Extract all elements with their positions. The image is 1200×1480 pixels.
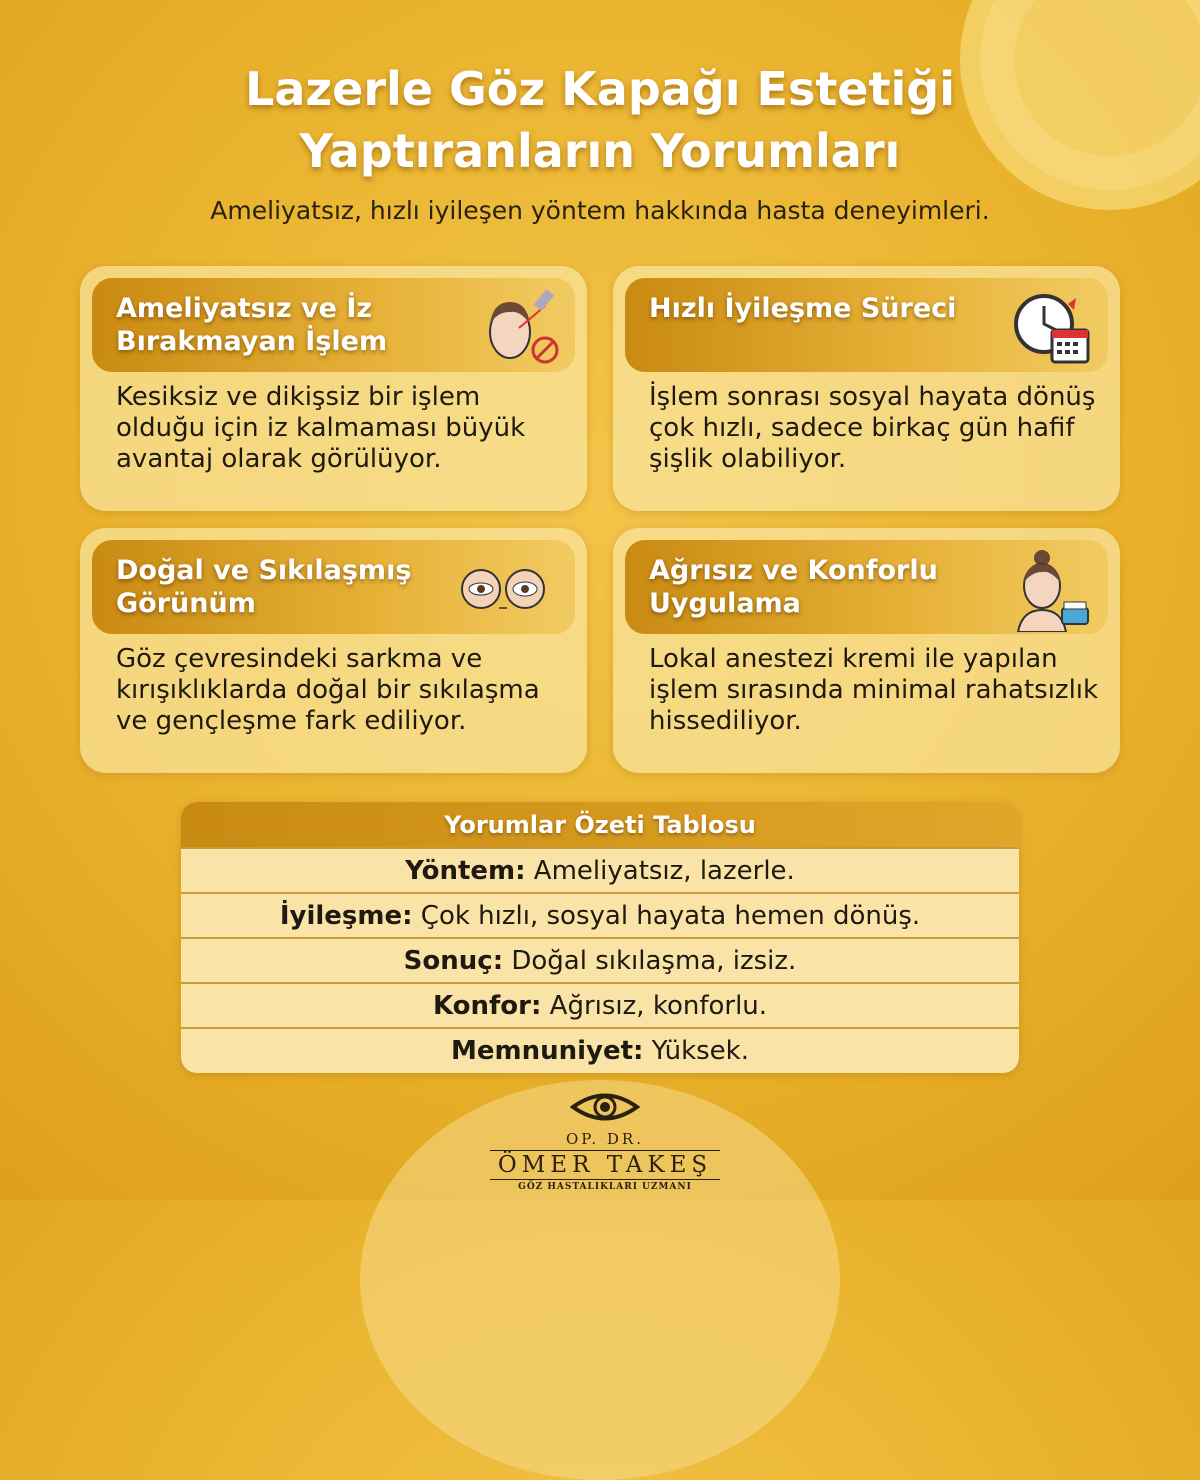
card-fast-recovery [613,266,1120,511]
card-title: Ağrısız ve Konforlu Uygulama [649,555,938,619]
clock-calendar-icon [1008,284,1094,370]
subtitle: Ameliyatsız, hızlı iyileşen yöntem hakkında hasta deneyimleri. [210,196,990,225]
table-cell [181,938,1019,983]
table-cell [181,1028,1019,1073]
table-row [181,893,1019,938]
card-title: Ameliyatsız ve İz Bırakmayan İşlem [116,293,388,357]
title-line-2: Yaptıranların Yorumları [299,124,901,178]
woman-cream-icon [1008,546,1094,632]
row-value: Çok hızlı, sosyal hayata hemen dönüş. [412,900,921,931]
face-laser-icon [475,284,561,370]
row-key: İyileşme: [279,900,413,931]
row-value: Doğal sıkılaşma, izsiz. [503,945,797,976]
row-value: Ameliyatsız, lazerle. [525,855,795,886]
card-body: İşlem sonrası sosyal hayata dönüş çok hızlı, sadece birkaç gün hafif şişlik olabiliyor. [649,382,1096,474]
eye-before-after-icon [439,546,569,632]
card-title: Hızlı İyileşme Süreci [649,293,957,324]
card-natural-look [80,528,587,773]
card-body: Kesiksiz ve dikişsiz bir işlem olduğu için iz kalmaması büyük avantaj olarak görülüyor. [116,382,526,474]
logo-specialty: GÖZ HASTALIKLARI UZMANI [518,1182,692,1192]
table-cell [181,983,1019,1028]
card-body: Lokal anestezi kremi ile yapılan işlem sırasında minimal rahatsızlık hissediliyor. [649,644,1099,736]
table-cell [181,848,1019,893]
card-body: Göz çevresindeki sarkma ve kırışıklıklarda doğal bir sıkılaşma ve gençleşme fark ediliyor. [116,644,540,736]
row-key: Konfor: [432,990,542,1021]
card-header [92,540,575,634]
card-header [625,278,1108,372]
table-row [181,1028,1019,1073]
title-line-1: Lazerle Göz Kapağı Estetiği [245,62,955,116]
card-painless [613,528,1120,773]
logo-name: ÖMER TAKEŞ [490,1150,720,1180]
summary-table [181,802,1019,1073]
eye-logo-icon [570,1090,640,1124]
row-key: Yöntem: [405,855,526,886]
table-cell [181,893,1019,938]
card-no-scar [80,266,587,511]
logo-prefix: OP. DR. [566,1130,644,1148]
card-header [625,540,1108,634]
row-value: Ağrısız, konforlu. [541,990,768,1021]
page-title [0,58,1200,182]
card-header [92,278,575,372]
row-key: Sonuç: [403,945,504,976]
row-value: Yüksek. [643,1036,749,1066]
table-row [181,938,1019,983]
table-title: Yorumlar Özeti Tablosu [181,802,1019,848]
table-row [181,983,1019,1028]
card-title: Doğal ve Sıkılaşmış Görünüm [116,555,412,619]
clinic-logo [490,1090,720,1192]
row-key: Memnuniyet: [450,1036,644,1066]
table-row [181,848,1019,893]
